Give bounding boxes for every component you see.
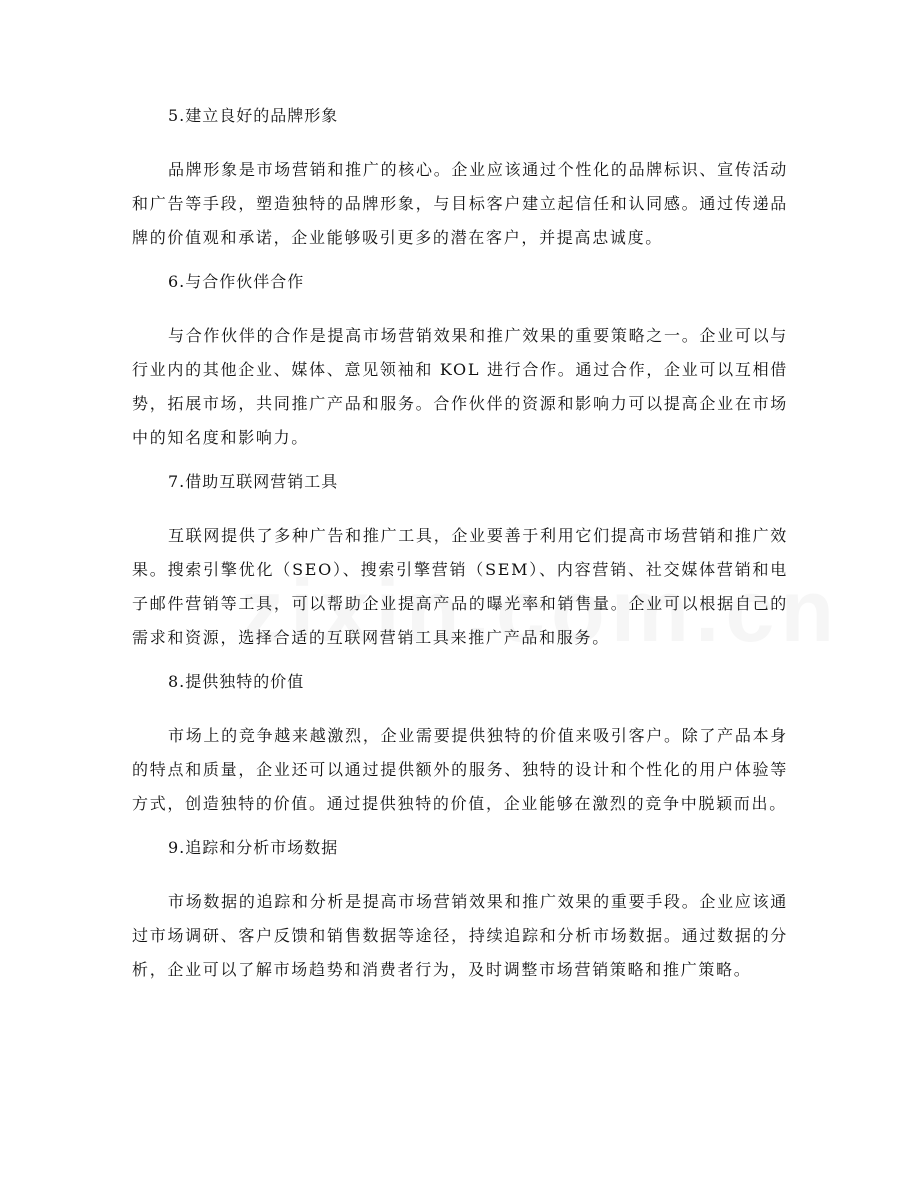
section-7 [132, 469, 788, 655]
section-heading: 6.与合作伙伴合作 [168, 272, 305, 291]
section-paragraph: 与合作伙伴的合作是提高市场营销效果和推广效果的重要策略之一。企业可以与行业内的其他企业、媒体、意见领袖和 KOL 进行合作。通过合作，企业可以互相借势，拓展市场，共同推广产品和服务。合作伙伴的资源和影响力可以提高企业在市场中的知名度和影响力。 [132, 326, 788, 447]
section-8 [132, 669, 788, 821]
section-5 [132, 103, 788, 255]
section-paragraph: 市场数据的追踪和分析是提高市场营销效果和推广效果的重要手段。企业应该通过市场调研、客户反馈和销售数据等途径，持续追踪和分析市场数据。通过数据的分析，企业可以了解市场趋势和消费者行为，及时调整市场营销策略和推广策略。 [132, 892, 788, 979]
section-6 [132, 269, 788, 455]
section-heading: 9.追踪和分析市场数据 [168, 838, 339, 857]
section-heading: 7.借助互联网营销工具 [168, 472, 339, 491]
document-body [132, 103, 788, 1001]
section-paragraph: 品牌形象是市场营销和推广的核心。企业应该通过个性化的品牌标识、宣传活动和广告等手段，塑造独特的品牌形象，与目标客户建立起信任和认同感。通过传递品牌的价值观和承诺，企业能够吸引更多的潜在客户，并提高忠诚度。 [132, 160, 788, 247]
section-heading: 8.提供独特的价值 [168, 672, 305, 691]
section-paragraph: 市场上的竞争越来越激烈，企业需要提供独特的价值来吸引客户。除了产品本身的特点和质量，企业还可以通过提供额外的服务、独特的设计和个性化的用户体验等方式，创造独特的价值。通过提供独特的价值，企业能够在激烈的竞争中脱颖而出。 [132, 726, 788, 813]
section-paragraph: 互联网提供了多种广告和推广工具，企业要善于利用它们提高市场营销和推广效果。搜索引擎优化（SEO）、搜索引擎营销（SEM）、内容营销、社交媒体营销和电子邮件营销等工具，可以帮助企业提高产品的曝光率和销售量。企业可以根据自己的需求和资源，选择合适的互联网营销工具来推广产品和服务。 [132, 526, 788, 647]
section-9 [132, 835, 788, 987]
section-heading: 5.建立良好的品牌形象 [168, 106, 339, 125]
